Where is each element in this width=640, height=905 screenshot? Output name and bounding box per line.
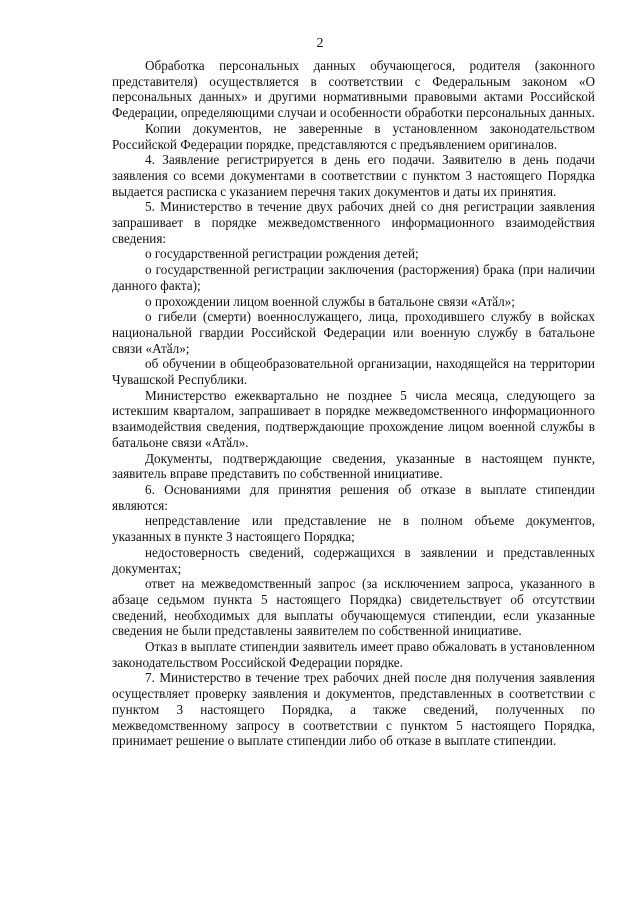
document-body xyxy=(112,58,595,749)
paragraph: недостоверность сведений, содержащихся в заявлении и представленных документах; xyxy=(112,544,595,576)
paragraph: о прохождении лицом военной службы в батальоне связи «Атӑл»; xyxy=(145,293,515,309)
paragraph: Отказ в выплате стипендии заявитель имеет право обжаловать в установленном законодательством Российской Федерации порядке. xyxy=(112,639,595,670)
page-number: 2 xyxy=(316,36,324,51)
paragraph: непредставление или представление не в полном объеме документов, указанных в пункте 3 настоящего Порядка; xyxy=(112,513,595,545)
paragraph: 7. Министерство в течение трех рабочих дней после дня получения заявления осуществляет проверку заявления и документов, представленных в соответствии с пунктом 3 настоящего Порядка, а также сведений, полученных по межведомственному запросу в соответствии с пунктом 5 настоящего Порядка, принимает решение о выплате стипендии либо об отказе в выплате стипендии. xyxy=(112,670,595,749)
paragraph: ответ на межведомственный запрос (за исключением запроса, указанного в абзаце седьмом пункта 5 настоящего Порядка) свидетельствует об отсутствии сведений, необходимых для выплаты обучающемуся стипендии, если указанные сведения не были представлены заявителем по собственной инициативе. xyxy=(112,576,595,639)
paragraph: об обучении в общеобразовательной организации, находящейся на территории Чувашской Республики. xyxy=(112,356,595,388)
paragraph: 4. Заявление регистрируется в день его подачи. Заявителю в день подачи заявления со всеми документами в соответствии с пунктом 3 настоящего Порядка выдается расписка с указанием перечня таких документов и даты их принятия. xyxy=(112,152,595,199)
paragraph: Министерство ежеквартально не позднее 5 числа месяца, следующего за истекшим кварталом, запрашивает в порядке межведомственного информационного взаимодействия сведения, подтверждающие прохождение лицом военной службы в батальоне связи «Атӑл». xyxy=(112,387,595,450)
paragraph: 6. Основаниями для принятия решения об отказе в выплате стипендии являются: xyxy=(112,481,595,513)
paragraph: Документы, подтверждающие сведения, указанные в настоящем пункте, заявитель вправе представить по собственной инициативе. xyxy=(112,450,595,482)
paragraph: Копии документов, не заверенные в установленном законодательством Российской Федерации порядке, представляются с предъявлением оригиналов. xyxy=(112,120,595,152)
paragraph: о гибели (смерти) военнослужащего, лица, проходившего службу в войсках национальной гвардии Российской Федерации или военную службу в батальоне связи «Атӑл»; xyxy=(112,309,595,356)
paragraph: о государственной регистрации заключения (расторжения) брака (при наличии данного факта); xyxy=(112,262,595,293)
paragraph: Обработка персональных данных обучающегося, родителя (законного представителя) осуществляется в соответствии с Федеральным законом «О персональных данных» и другими нормативными правовыми актами Российской Федерации, определяющими случаи и особенности обработки персональных данных. xyxy=(112,58,595,121)
paragraph: 5. Министерство в течение двух рабочих дней со дня регистрации заявления запрашивает в порядке межведомственного информационного взаимодействия сведения: xyxy=(112,199,595,246)
paragraph: о государственной регистрации рождения детей; xyxy=(145,246,419,262)
